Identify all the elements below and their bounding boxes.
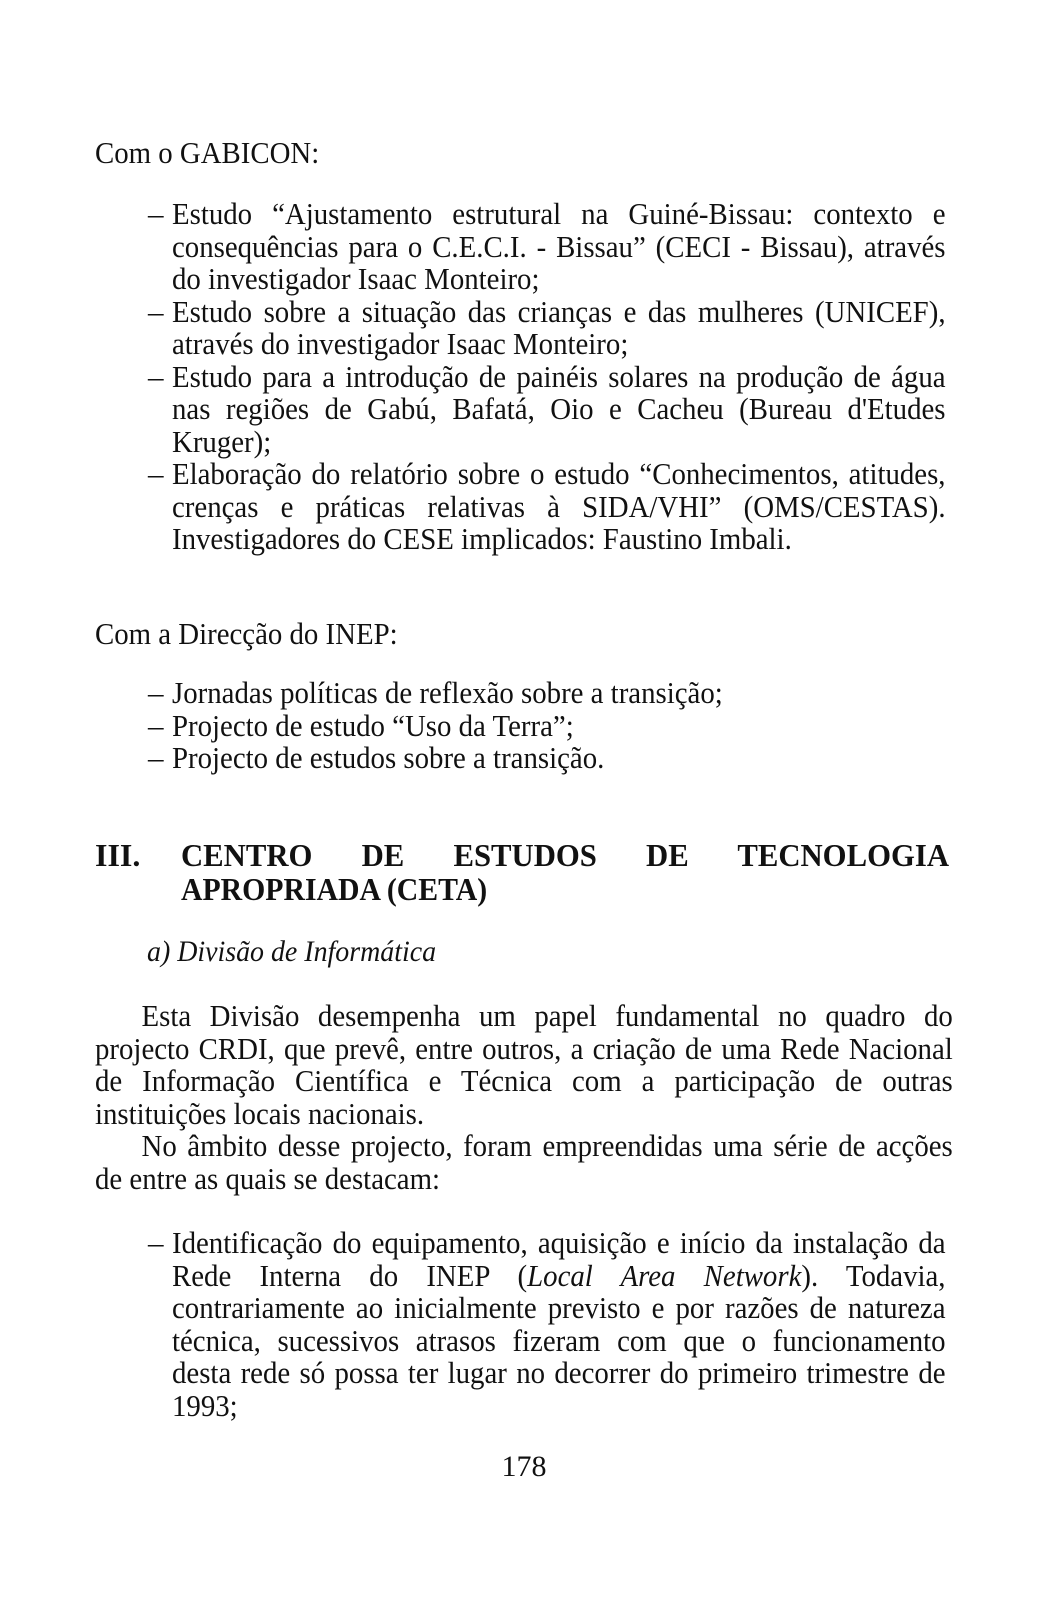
section-label-inep: Com a Direcção do INEP:: [95, 616, 398, 651]
paragraph: Esta Divisão desempenha um papel fundamental no quadro do projecto CRDI, que prevê, entre outros, a criação de uma Rede Nacional de Informação Científica e Técnica com a participação de outras instituições locais nacionais.: [95, 998, 953, 1131]
heading-number: III.: [95, 837, 141, 873]
list-item: – Identificação do equipamento, aquisição e início da instalação da Rede Interna do INEP (Local Area Network). Todavia, contrariamente ao inicialmente previsto e por razões de natureza técnica, sucessivos atrasos fizeram com que o funcionamento desta rede só possa ter lugar no decorrer do primeiro trimestre de 1993;: [148, 1225, 946, 1423]
heading-title-line1: CENTRO DE ESTUDOS DE TECNOLOGIA: [181, 837, 949, 873]
list-item: – Estudo “Ajustamento estrutural na Guiné-Bissau: contexto e consequências para o C.E.C.I. - Bissau” (CECI - Bissau), através do investigador Isaac Monteiro;: [148, 196, 946, 296]
list-item: – Jornadas políticas de reflexão sobre a transição;: [148, 675, 723, 710]
list-item: – Elaboração do relatório sobre o estudo “Conhecimentos, atitudes, crenças e práticas relativas à SIDA/VHI” (OMS/CESTAS). Investigadores do CESE implicados: Faustino Imbali.: [148, 456, 946, 556]
body-paragraphs: [95, 1000, 953, 1195]
italic-term: Local Area Network: [527, 1257, 802, 1293]
inep-list: [148, 677, 953, 775]
section-heading: [95, 838, 953, 906]
dash-bullet: –: [148, 740, 164, 775]
dash-bullet: –: [148, 196, 164, 231]
section-label-gabicon: Com o GABICON:: [95, 135, 320, 170]
heading-title-line2: APROPRIADA (CETA): [181, 871, 488, 907]
dash-bullet: –: [148, 707, 164, 743]
dash-bullet: –: [148, 675, 164, 710]
list-item: – Estudo para a introdução de painéis solares na produção de água nas regiões de Gabú, Bafatá, Oio e Cacheu (Bureau d'Etudes Kruger);: [148, 358, 946, 459]
list-item: – Projecto de estudo “Uso da Terra”;: [148, 707, 574, 743]
dash-bullet: –: [148, 1225, 164, 1260]
paragraph: No âmbito desse projecto, foram empreendidas uma série de acções de entre as quais se destacam:: [95, 1128, 953, 1196]
subheading: a) Divisão de Informática: [147, 935, 437, 968]
list-item: – Projecto de estudos sobre a transição.: [148, 740, 605, 775]
dash-bullet: –: [148, 293, 164, 329]
dash-bullet: –: [148, 358, 164, 394]
actions-list: [148, 1227, 953, 1422]
gabicon-list: [148, 198, 953, 556]
page-number: 178: [501, 1450, 547, 1483]
list-item: – Estudo sobre a situação das crianças e das mulheres (UNICEF), através do investigador Isaac Monteiro;: [148, 293, 946, 361]
dash-bullet: –: [148, 456, 164, 491]
